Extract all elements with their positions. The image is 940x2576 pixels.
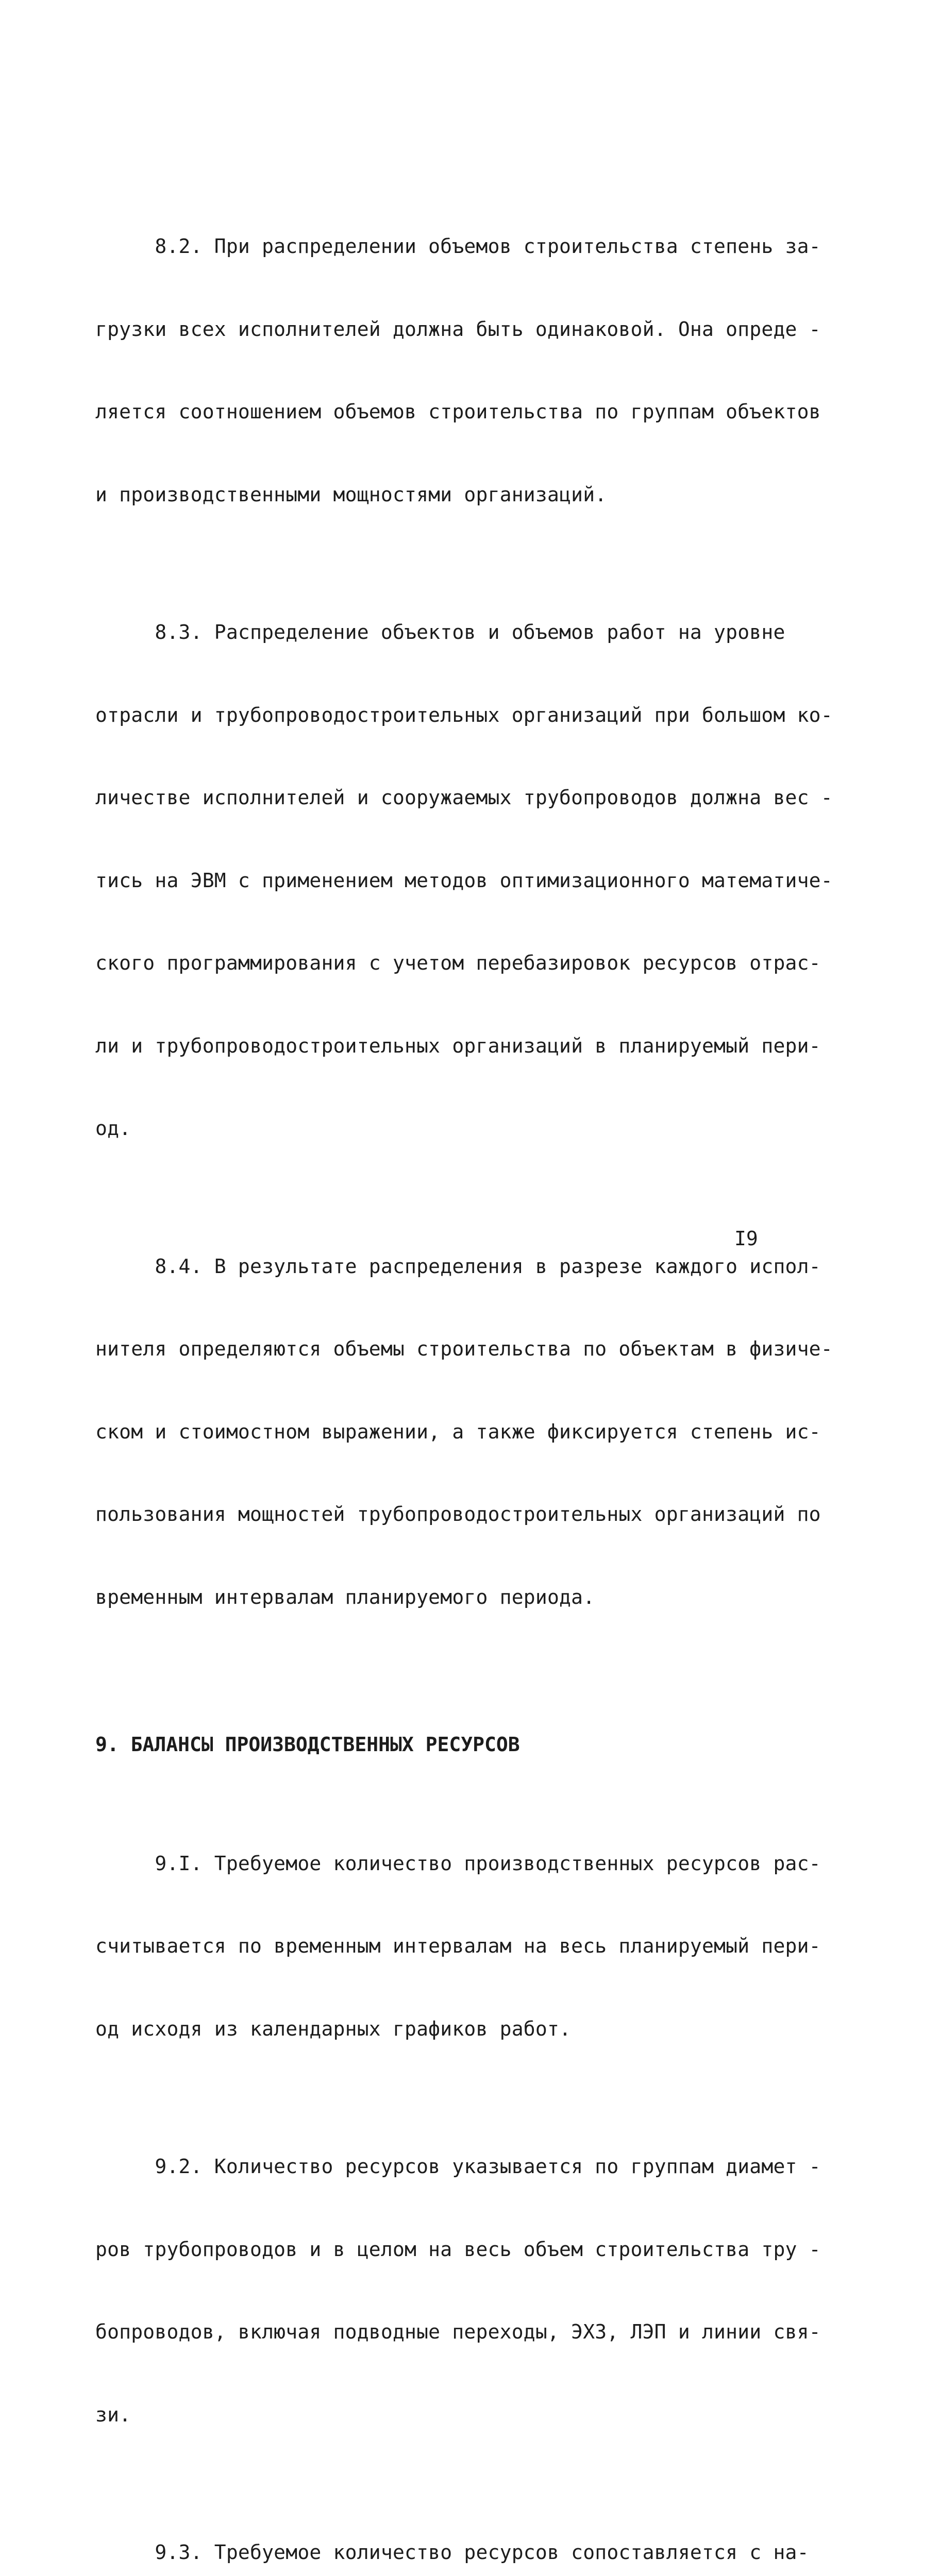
text-line: 8.2. При распределении объемов строительства степень за- bbox=[95, 235, 821, 258]
text-line: ляется соотношением объемов строительства по группам объектов bbox=[95, 400, 821, 423]
heading-spacer bbox=[95, 1759, 770, 1795]
section-spacer bbox=[95, 1666, 770, 1731]
paragraph-9-2 bbox=[95, 2098, 821, 2484]
text-line: ров трубопроводов и в целом на весь объем строительства тру - bbox=[95, 2238, 821, 2261]
text-line: од исходя из календарных графиков работ. bbox=[95, 2017, 572, 2040]
text-line: и производственными мощностями организаций. bbox=[95, 483, 607, 506]
text-line: 9.I. Требуемое количество производственных ресурсов рас- bbox=[95, 1852, 821, 1875]
text-line: 8.4. В результате распределения в разрезе каждого испол- bbox=[95, 1255, 821, 1278]
paragraph-8-3 bbox=[95, 564, 833, 1198]
text-line: пользования мощностей трубопроводостроительных организаций по bbox=[95, 1503, 821, 1526]
text-line: 9.3. Требуемое количество ресурсов сопоставляется с на- bbox=[95, 2541, 809, 2564]
text-line: грузки всех исполнителей должна быть одинаковой. Она опреде - bbox=[95, 317, 821, 341]
paragraph-9-1 bbox=[95, 1795, 821, 2098]
text-line: 9.2. Количество ресурсов указывается по группам диамет - bbox=[95, 2155, 821, 2178]
text-line: ского программирования с учетом перебазировок ресурсов отрас- bbox=[95, 952, 821, 974]
paragraph-8-2 bbox=[95, 178, 821, 564]
document-page bbox=[95, 178, 833, 2576]
paragraph-8-4 bbox=[95, 1198, 833, 1667]
paragraph-9-3 bbox=[95, 2484, 809, 2576]
text-line: считывается по временным интервалам на весь планируемый пери- bbox=[95, 1935, 821, 1957]
text-line: од. bbox=[95, 1117, 131, 1140]
page-number: I9 bbox=[734, 1227, 758, 1250]
text-line: ли и трубопроводостроительных организаций в планируемый пери- bbox=[95, 1034, 821, 1057]
text-line: зи. bbox=[95, 2403, 131, 2426]
text-line: личестве исполнителей и сооружаемых трубопроводов должна вес - bbox=[95, 786, 833, 809]
text-line: нителя определяются объемы строительства по объектам в физиче- bbox=[95, 1337, 833, 1360]
text-line: тись на ЭВМ с применением методов оптимизационного математиче- bbox=[95, 869, 833, 892]
text-line: отрасли и трубопроводостроительных организаций при большом ко- bbox=[95, 703, 833, 726]
section-heading: 9. БАЛАНСЫ ПРОИЗВОДСТВЕННЫХ РЕСУРСОВ bbox=[95, 1733, 520, 1756]
text-line: временным интервалам планируемого периода. bbox=[95, 1585, 595, 1608]
text-line: ском и стоимостном выражении, а также фиксируется степень ис- bbox=[95, 1420, 821, 1443]
text-line: 8.3. Распределение объектов и объемов работ на уровне bbox=[95, 621, 785, 643]
text-line: бопроводов, включая подводные переходы, ЭХЗ, ЛЭП и линии свя- bbox=[95, 2320, 821, 2343]
